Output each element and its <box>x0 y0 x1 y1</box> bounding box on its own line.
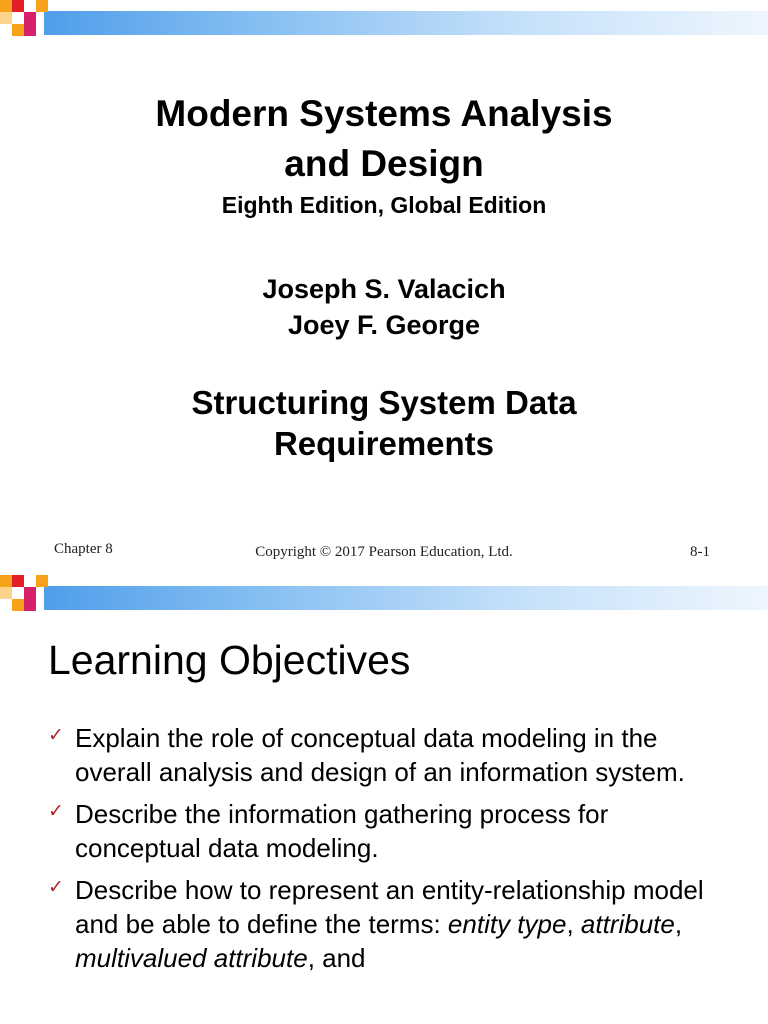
term-attribute: attribute <box>580 909 675 939</box>
footer-copyright: Copyright © 2017 Pearson Education, Ltd. <box>255 544 513 560</box>
header-banner <box>0 0 768 46</box>
term-entity-type: entity type <box>447 909 567 939</box>
decor-block-icon <box>36 0 48 12</box>
list-item <box>48 797 738 865</box>
check-mark-icon: ✓ <box>48 876 64 898</box>
decor-block-icon <box>36 575 48 587</box>
author-name: Joey F. George <box>287 310 481 340</box>
term-multivalued-attribute: multivalued attribute <box>75 943 308 973</box>
decor-block-icon <box>24 24 36 36</box>
list-item <box>48 721 738 789</box>
author-name: Joseph S. Valacich <box>262 274 506 304</box>
decor-block-icon <box>12 599 24 611</box>
banner-gradient-bar <box>44 586 768 610</box>
decor-block-icon <box>12 575 24 587</box>
separator: , <box>674 909 683 939</box>
separator: , <box>566 909 581 939</box>
bullet-text-tail: , and <box>307 943 366 973</box>
book-title-line2: and Design <box>284 143 484 184</box>
decor-block-icon <box>0 575 12 587</box>
footer-page-number: 8-1 <box>690 544 710 560</box>
footer-chapter: Chapter 8 <box>54 541 113 557</box>
objectives-slide <box>0 575 768 1024</box>
chapter-title-line1: Structuring System Data <box>191 384 577 421</box>
book-title-line1: Modern Systems Analysis <box>155 93 613 134</box>
decor-block-icon <box>24 587 36 599</box>
decor-block-icon <box>12 0 24 12</box>
banner-gradient-bar <box>44 11 768 35</box>
decor-block-icon <box>12 24 24 36</box>
bullet-text: Explain the role of conceptual data modeling in the overall analysis and design of an information system. <box>75 723 685 787</box>
decor-block-icon <box>24 12 36 24</box>
list-item <box>48 873 738 975</box>
decor-block-icon <box>0 12 12 24</box>
header-banner <box>0 575 768 621</box>
decor-block-icon <box>0 0 12 12</box>
decor-block-icon <box>24 599 36 611</box>
objectives-list <box>48 721 738 983</box>
slide-heading: Learning Objectives <box>48 637 411 683</box>
bullet-text: Describe the information gathering process for conceptual data modeling. <box>75 799 609 863</box>
check-mark-icon: ✓ <box>48 724 64 746</box>
chapter-title-line2: Requirements <box>273 425 495 462</box>
edition-label: Eighth Edition, Global Edition <box>221 192 547 218</box>
bullet-text <box>75 875 704 973</box>
decor-block-icon <box>0 587 12 599</box>
bullet-text-part: Describe how to represent an entity-relationship model and be able to define the terms: <box>75 875 704 939</box>
check-mark-icon: ✓ <box>48 800 64 822</box>
